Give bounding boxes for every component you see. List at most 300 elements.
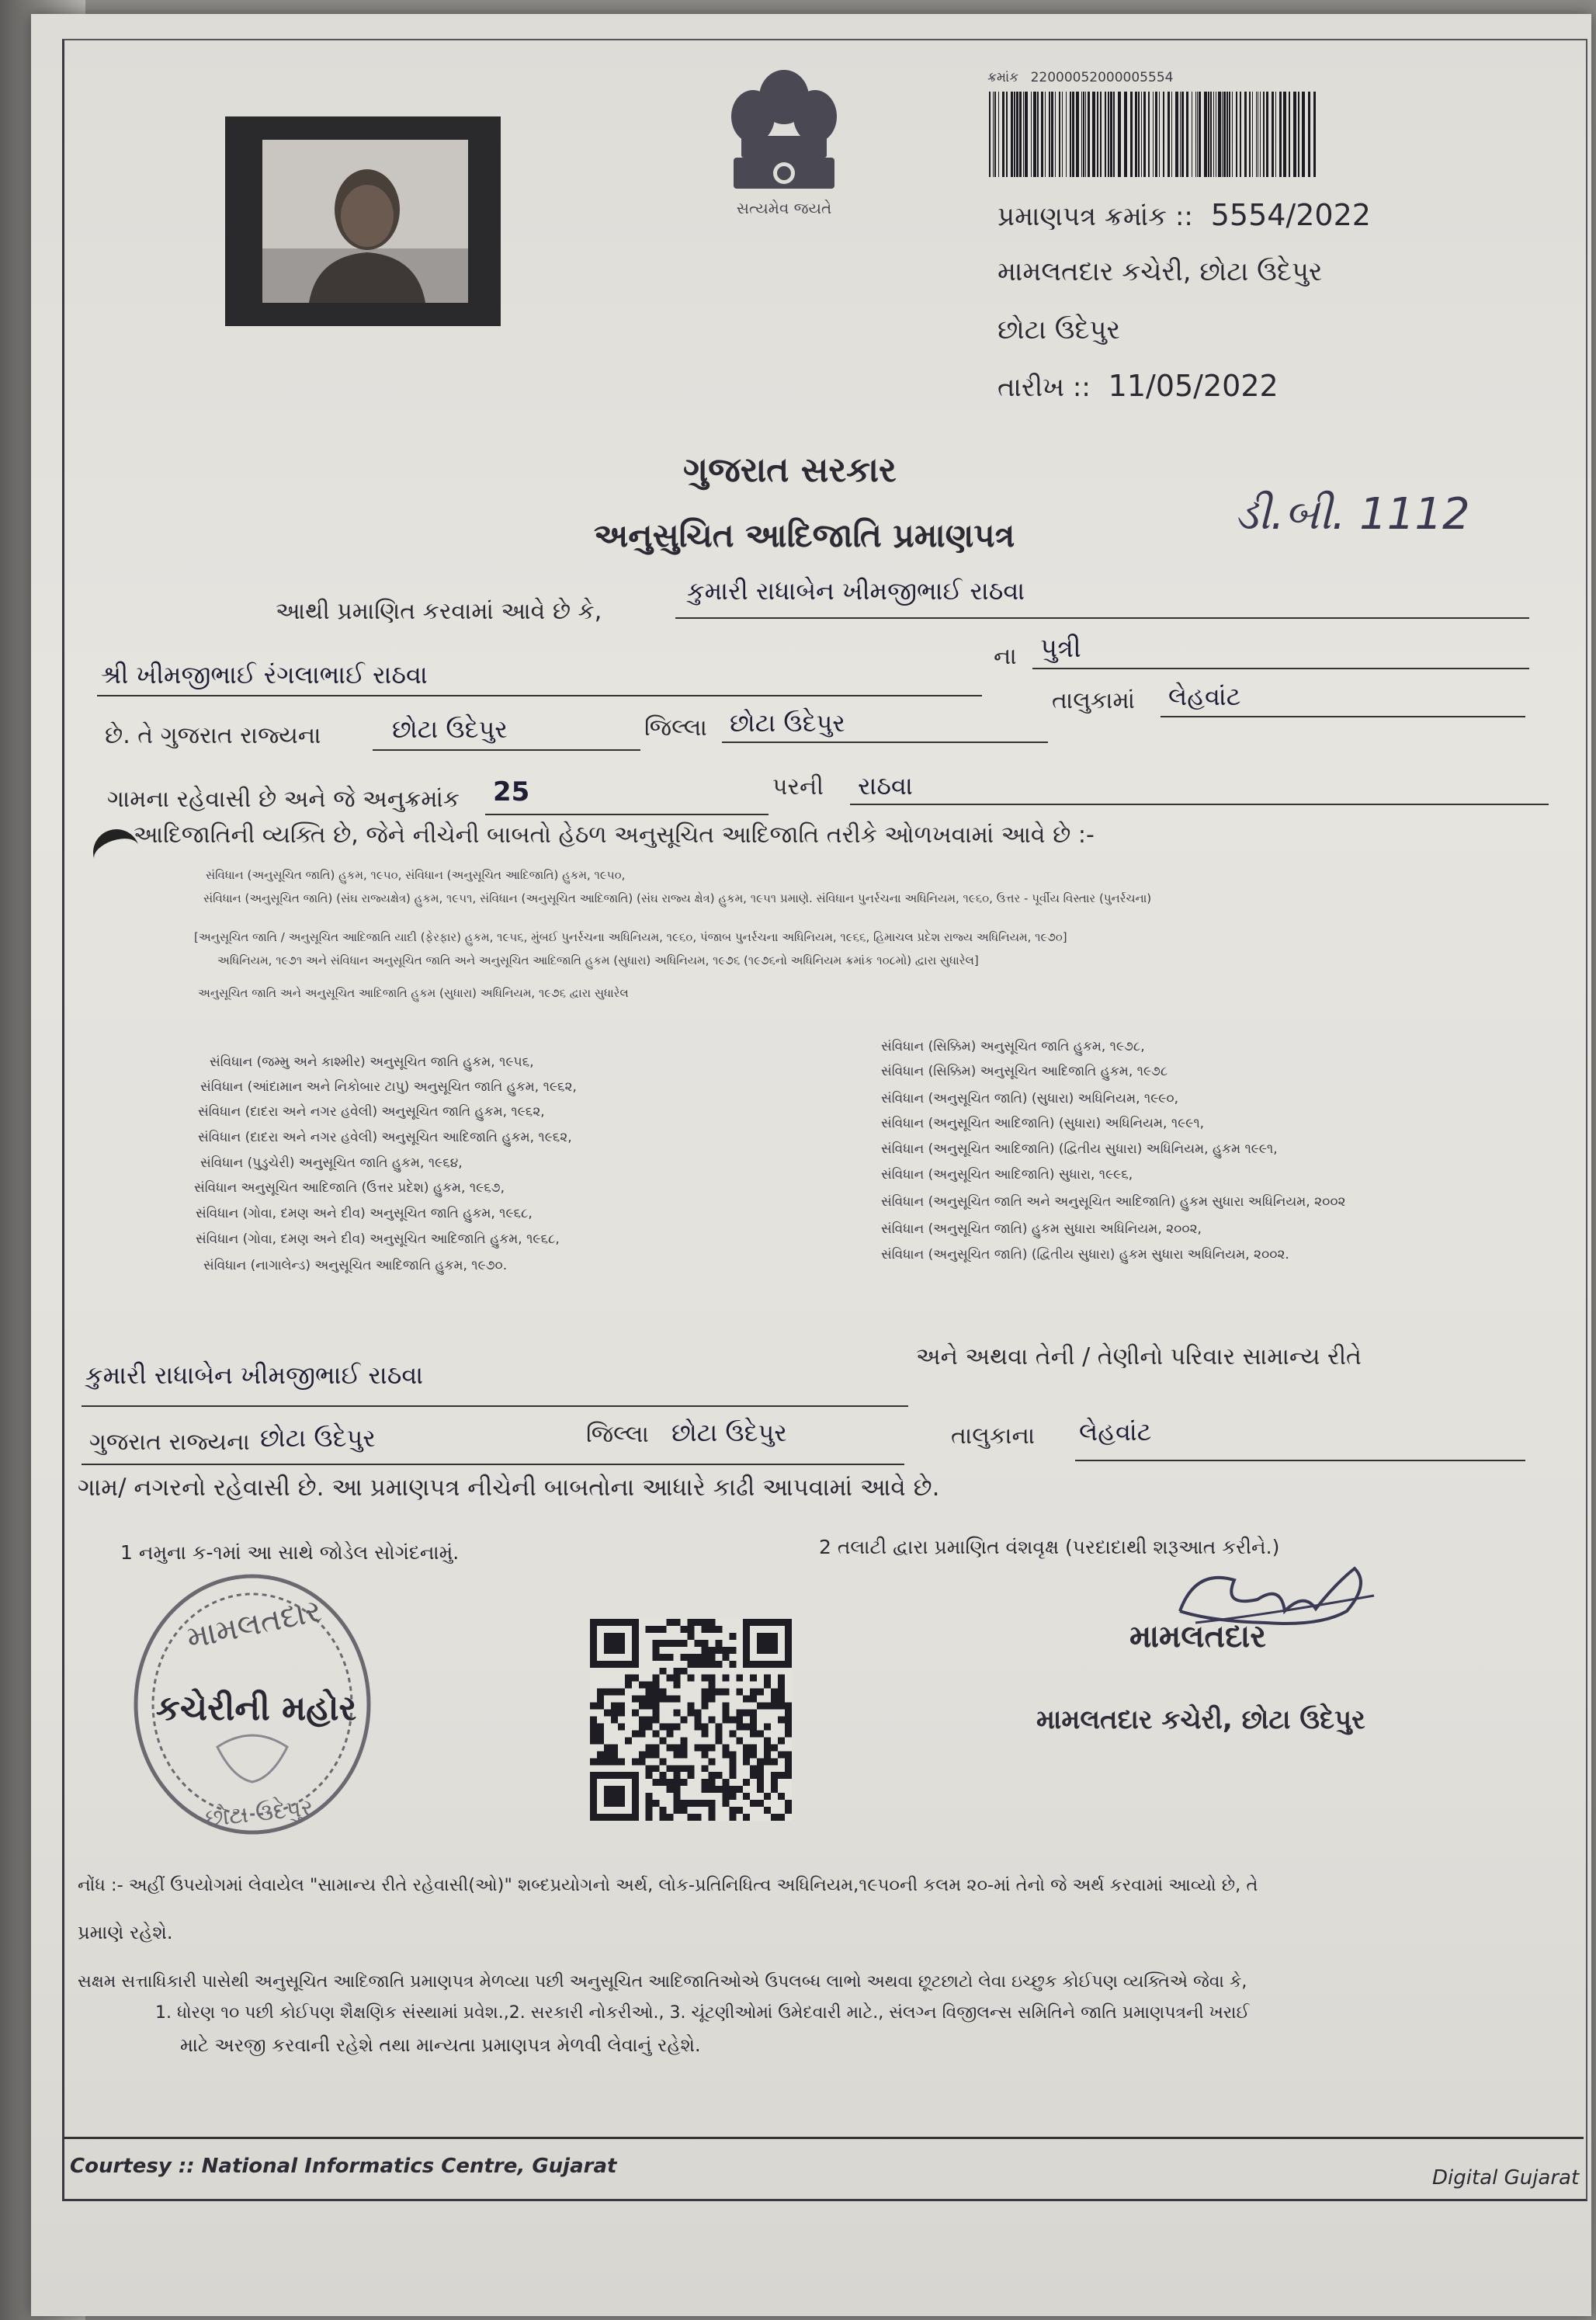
- qr-module: [778, 1696, 785, 1703]
- qr-module: [604, 1647, 611, 1654]
- qr-module: [750, 1730, 757, 1737]
- qr-module: [611, 1814, 618, 1821]
- qr-module: [743, 1814, 750, 1821]
- barcode-bar: [1153, 92, 1154, 177]
- qr-module: [688, 1814, 695, 1821]
- qr-module: [715, 1647, 722, 1654]
- signatory-office: મામલતદાર કચેરી, છોટા ઉદેપુર: [1036, 1704, 1365, 1735]
- qr-module: [590, 1786, 597, 1793]
- qr-module: [611, 1717, 618, 1724]
- barcode-number: 22000052000005554: [1030, 70, 1174, 85]
- qr-module: [708, 1807, 715, 1814]
- qr-module: [750, 1696, 757, 1703]
- qr-module: [750, 1661, 757, 1668]
- qr-module: [778, 1675, 785, 1682]
- father-name: શ્રી ખીમજીભાઈ રંગલાભાઈ રાઠવા: [101, 660, 428, 689]
- qr-module: [618, 1689, 625, 1696]
- barcode-bar: [1037, 92, 1039, 177]
- qr-module: [729, 1730, 736, 1737]
- qr-module: [646, 1765, 653, 1772]
- barcode-bar: [1213, 92, 1214, 177]
- qr-module: [785, 1626, 792, 1633]
- qr-module: [701, 1744, 708, 1751]
- qr-module: [708, 1772, 715, 1779]
- qr-module: [743, 1640, 750, 1647]
- barcode-icon: [987, 92, 1321, 177]
- qr-module: [618, 1710, 625, 1717]
- qr-module: [611, 1758, 618, 1765]
- basis-item-2: 2 તલાટી દ્વારા પ્રમાણિત વંશવૃક્ષ (પરદાદાથી શરૂઆત કરીને.): [819, 1536, 1280, 1558]
- qr-module: [743, 1696, 750, 1703]
- qr-module: [653, 1696, 660, 1703]
- qr-module: [785, 1758, 792, 1765]
- qr-module: [632, 1654, 639, 1661]
- qr-module: [757, 1800, 764, 1807]
- qr-module: [625, 1682, 632, 1689]
- qr-module: [694, 1654, 701, 1661]
- barcode-bar: [1033, 92, 1036, 177]
- qr-module: [646, 1723, 653, 1730]
- qr-module: [715, 1730, 722, 1737]
- qr-module: [729, 1807, 736, 1814]
- qr-module: [660, 1737, 667, 1744]
- qr-module: [722, 1689, 729, 1696]
- qr-module: [688, 1710, 695, 1717]
- qr-module: [715, 1737, 722, 1744]
- order-left-item: સંવિધાન (જમ્મુ અને કાશ્મીર) અનુસૂચિત જાતિ હુકમ, ૧૯૫૬,: [210, 1054, 534, 1070]
- qr-module: [715, 1689, 722, 1696]
- qr-module: [618, 1786, 625, 1793]
- seal-bottom-text: છોટા ઉદેપુર: [203, 1794, 315, 1833]
- qr-module: [694, 1619, 701, 1626]
- qr-module: [701, 1730, 708, 1737]
- qr-module: [688, 1772, 695, 1779]
- qr-module: [681, 1751, 688, 1758]
- resident-text: ગામના રહેવાસી છે અને જે અનુક્રમાંક: [107, 786, 460, 813]
- serial-number-underline: [485, 814, 769, 815]
- barcode-bar: [1275, 92, 1276, 177]
- courtesy-text: Courtesy :: National Informatics Centre, Gujarat: [70, 2155, 617, 2178]
- qr-module: [778, 1619, 785, 1626]
- qr-module: [729, 1765, 736, 1772]
- barcode-bar: [1210, 92, 1212, 177]
- qr-module: [660, 1668, 667, 1675]
- taluka: લેહવાંટ: [1168, 682, 1241, 711]
- qr-module: [743, 1661, 750, 1668]
- qr-module: [715, 1772, 722, 1779]
- qr-module: [590, 1737, 597, 1744]
- qr-module: [632, 1772, 639, 1779]
- qr-module: [625, 1661, 632, 1668]
- qr-module: [646, 1626, 653, 1633]
- qr-module: [639, 1730, 646, 1737]
- qr-module: [611, 1633, 618, 1640]
- qr-module: [625, 1619, 632, 1626]
- qr-module: [778, 1689, 785, 1696]
- qr-module: [674, 1765, 681, 1772]
- barcode-bar: [1272, 92, 1274, 177]
- qr-module: [764, 1703, 771, 1710]
- barcode-bar: [989, 92, 991, 177]
- qr-module: [715, 1626, 722, 1633]
- qr-module: [681, 1779, 688, 1786]
- qr-module: [667, 1814, 674, 1821]
- issuing-office: મામલતદાર કચેરી, છોટા ઉદેપુર: [998, 256, 1323, 287]
- qr-module: [757, 1633, 764, 1640]
- qr-module: [750, 1744, 757, 1751]
- qr-module: [632, 1640, 639, 1647]
- barcode-bar: [1118, 92, 1121, 177]
- qr-module: [688, 1654, 695, 1661]
- order-left-item: સંવિધાન (નાગાલેન્ડ) અનુસૂચિત આદિજાતિ હુકમ, ૧૯૭૦.: [203, 1258, 508, 1273]
- barcode-bar: [1289, 92, 1290, 177]
- qr-module: [590, 1758, 597, 1765]
- barcode-bar: [1135, 92, 1137, 177]
- qr-module: [597, 1730, 604, 1737]
- qr-module: [708, 1696, 715, 1703]
- qr-module: [736, 1807, 743, 1814]
- qr-module: [681, 1654, 688, 1661]
- barcode-bar: [1138, 92, 1140, 177]
- qr-module: [674, 1800, 681, 1807]
- qr-module: [701, 1626, 708, 1633]
- taluka-2: લેહવાંટ: [1079, 1417, 1152, 1447]
- qr-module: [778, 1717, 785, 1724]
- barcode-bar: [1072, 92, 1074, 177]
- qr-module: [604, 1710, 611, 1717]
- qr-module: [688, 1765, 695, 1772]
- barcode-bar: [1051, 92, 1053, 177]
- qr-module: [708, 1717, 715, 1724]
- barcode-bar: [1240, 92, 1241, 177]
- qr-module: [722, 1703, 729, 1710]
- qr-module: [653, 1717, 660, 1724]
- order-left-item: સંવિધાન (દાદરા અને નગર હવેલી) અનુસૂચિત આદિજાતિ હુકમ, ૧૯૬૨,: [198, 1130, 572, 1145]
- qr-module: [722, 1654, 729, 1661]
- barcode-bar: [1148, 92, 1150, 177]
- qr-module: [625, 1772, 632, 1779]
- qr-module: [604, 1619, 611, 1626]
- qr-module: [611, 1744, 618, 1751]
- qr-module: [715, 1786, 722, 1793]
- qr-module: [646, 1717, 653, 1724]
- barcode-bar: [1232, 92, 1233, 177]
- qr-module: [590, 1807, 597, 1814]
- qr-module: [590, 1647, 597, 1654]
- order-right-item: સંવિધાન (અનુસૂચિત જાતિ અને અનુસૂચિત આદિજાતિ) હુકમ સુધારા અધિનિયમ, ૨૦૦૨: [881, 1194, 1346, 1210]
- barcode-bar: [1180, 92, 1181, 177]
- qr-module: [715, 1640, 722, 1647]
- barcode-bar: [1130, 92, 1133, 177]
- qr-module: [688, 1661, 695, 1668]
- qr-module: [597, 1723, 604, 1730]
- qr-module: [590, 1703, 597, 1710]
- qr-module: [708, 1744, 715, 1751]
- qr-module: [604, 1814, 611, 1821]
- qr-module: [701, 1661, 708, 1668]
- qr-module: [590, 1772, 597, 1779]
- barcode-bar: [1076, 92, 1079, 177]
- barcode-bar: [1100, 92, 1102, 177]
- order-line: અધિનિયમ, ૧૯૭૧ અને સંવિધાન અનુસૂચિત જાતિ અને અનુસૂચિત આદિજાતિ હુકમ (સુધારા) અધિનિયમ, ૧૯૭૬ (૧૯૭૬નો અધિનિયમ ક્રમાંક ૧૦૮મો) દ્વારા સુધારેલ]: [217, 953, 979, 967]
- barcode-bar: [993, 92, 994, 177]
- qr-module: [681, 1737, 688, 1744]
- qr-module: [764, 1807, 771, 1814]
- qr-module: [722, 1675, 729, 1682]
- note-line-3: 1. ધોરણ ૧૦ પછી કોઈપણ શૈક્ષણિક સંસ્થામાં પ્રવેશ.,2. સરકારી નોકરીઓ., 3. ચૂંટણીઓમાં ઉમેદવારી માટે., સંલગ્ન વિજીલન્સ સમિતિને જાતિ પ્રમાણપત્રની ખરાઈ: [155, 2003, 1250, 2023]
- qr-module: [681, 1807, 688, 1814]
- qr-module: [708, 1661, 715, 1668]
- qr-module: [681, 1744, 688, 1751]
- qr-module: [611, 1640, 618, 1647]
- barcode-bar: [1218, 92, 1221, 177]
- qr-module: [722, 1793, 729, 1800]
- qr-module: [646, 1682, 653, 1689]
- qr-module: [646, 1800, 653, 1807]
- barcode-bar: [994, 92, 996, 177]
- qr-module: [771, 1689, 778, 1696]
- qr-module: [590, 1640, 597, 1647]
- qr-module: [785, 1633, 792, 1640]
- qr-module: [653, 1640, 660, 1647]
- qr-module: [611, 1619, 618, 1626]
- qr-module: [667, 1744, 674, 1751]
- barcode-bar: [1155, 92, 1157, 177]
- taluka-underline: [1161, 716, 1525, 717]
- qr-module: [674, 1675, 681, 1682]
- barcode-bar: [1266, 92, 1268, 177]
- state-text: છે. તે ગુજરાત રાજ્યના: [105, 722, 321, 749]
- barcode-bar: [1070, 92, 1071, 177]
- barcode-bar: [1083, 92, 1084, 177]
- qr-module: [639, 1751, 646, 1758]
- qr-module: [729, 1717, 736, 1724]
- qr-module: [618, 1647, 625, 1654]
- taluka-label: તાલુકામાં: [1052, 687, 1135, 714]
- qr-module: [590, 1654, 597, 1661]
- order-line: સંવિધાન (અનુસૂચિત જાતિ) હુકમ, ૧૯૫૦, સંવિધાન (અનુસૂચિત આદિજાતિ) હુકમ, ૧૯૫૦,: [206, 868, 626, 882]
- qr-module: [646, 1751, 653, 1758]
- order-right-item: સંવિધાન (સિક્કિમ) અનુસૂચિત જાતિ હુકમ, ૧૯૭૮,: [881, 1039, 1145, 1054]
- qr-module: [694, 1661, 701, 1668]
- qr-module: [597, 1696, 604, 1703]
- qr-module: [667, 1723, 674, 1730]
- qr-module: [590, 1730, 597, 1737]
- barcode-bar: [1223, 92, 1226, 177]
- barcode-bar: [1186, 92, 1188, 177]
- qr-module: [667, 1779, 674, 1786]
- qr-module: [708, 1619, 715, 1626]
- barcode-bar: [1062, 92, 1063, 177]
- barcode-label-row: [987, 70, 1173, 85]
- qr-module: [590, 1814, 597, 1821]
- qr-module: [674, 1786, 681, 1793]
- qr-module: [764, 1640, 771, 1647]
- barcode-bar: [1298, 92, 1299, 177]
- qr-module: [611, 1786, 618, 1793]
- qr-module: [604, 1751, 611, 1758]
- qr-module: [632, 1786, 639, 1793]
- barcode-bar: [1159, 92, 1160, 177]
- barcode-bar: [1263, 92, 1265, 177]
- barcode-bar: [1143, 92, 1146, 177]
- barcode-bar: [1236, 92, 1237, 177]
- qr-module: [611, 1647, 618, 1654]
- state-text-2: ગુજરાત રાજ્યના: [89, 1429, 250, 1456]
- barcode-bar: [1124, 92, 1127, 177]
- barcode-bar: [1045, 92, 1046, 177]
- qr-module: [674, 1710, 681, 1717]
- qr-module: [750, 1717, 757, 1724]
- qr-module: [785, 1619, 792, 1626]
- barcode-bar: [1081, 92, 1082, 177]
- qr-module: [604, 1689, 611, 1696]
- qr-module: [660, 1779, 667, 1786]
- barcode-bar: [1016, 92, 1018, 177]
- basis-item-1: 1 નમુના ક-૧માં આ સાથે જોડેલ સોગંદનામું.: [120, 1541, 460, 1564]
- qr-module: [632, 1675, 639, 1682]
- qr-module: [653, 1751, 660, 1758]
- signatory-designation: મામલતદાર: [1129, 1619, 1266, 1655]
- qr-module: [653, 1689, 660, 1696]
- qr-module: [701, 1654, 708, 1661]
- qr-module: [625, 1737, 632, 1744]
- qr-module: [632, 1807, 639, 1814]
- qr-module: [757, 1758, 764, 1765]
- village-2: છોટા ઉદેપુર: [260, 1423, 376, 1453]
- barcode-bar: [1293, 92, 1296, 177]
- qr-module: [694, 1814, 701, 1821]
- issuing-place: છોટા ઉદેપુર: [998, 314, 1121, 346]
- qr-module: [785, 1654, 792, 1661]
- barcode-bar: [1260, 92, 1261, 177]
- qr-module: [653, 1647, 660, 1654]
- qr-module: [618, 1723, 625, 1730]
- qr-module: [660, 1640, 667, 1647]
- barcode-bar: [1171, 92, 1172, 177]
- barcode-bar: [1222, 92, 1223, 177]
- qr-module: [590, 1793, 597, 1800]
- qr-module: [590, 1779, 597, 1786]
- qr-module: [681, 1717, 688, 1724]
- qr-module: [653, 1765, 660, 1772]
- qr-module: [764, 1758, 771, 1765]
- qr-module: [750, 1800, 757, 1807]
- qr-module: [597, 1737, 604, 1744]
- qr-module: [667, 1675, 674, 1682]
- qr-module: [757, 1689, 764, 1696]
- qr-module: [708, 1675, 715, 1682]
- barcode-bar: [1014, 92, 1015, 177]
- seal-top-text: મામલતદાર: [183, 1592, 325, 1657]
- qr-module: [785, 1661, 792, 1668]
- qr-module: [771, 1661, 778, 1668]
- qr-module: [764, 1675, 771, 1682]
- qr-module: [708, 1758, 715, 1765]
- order-right-item: સંવિધાન (અનુસૂચિત આદિજાતિ) (દ્વિતીય સુધારા) અધિનિયમ, હુકમ ૧૯૯૧,: [881, 1141, 1278, 1157]
- qr-module: [750, 1751, 757, 1758]
- qr-code-icon: [590, 1615, 792, 1825]
- qr-module: [597, 1751, 604, 1758]
- qr-module: [785, 1640, 792, 1647]
- barcode-bar: [1041, 92, 1043, 177]
- certificate-number-label: પ્રમાણપત્ર ક્રમાંક ::: [998, 201, 1193, 232]
- barcode-bar: [1097, 92, 1098, 177]
- qr-module: [688, 1626, 695, 1633]
- barcode-bar: [1019, 92, 1022, 177]
- qr-module: [688, 1619, 695, 1626]
- qr-module: [646, 1793, 653, 1800]
- barcode-bar: [1175, 92, 1178, 177]
- qr-module: [597, 1619, 604, 1626]
- qr-module: [743, 1779, 750, 1786]
- qr-module: [757, 1786, 764, 1793]
- qr-module: [771, 1786, 778, 1793]
- qr-module: [743, 1647, 750, 1654]
- qr-module: [625, 1814, 632, 1821]
- qr-module: [778, 1661, 785, 1668]
- note-line-4: માટે અરજી કરવાની રહેશે તથા માન્યતા પ્રમાણપત્ર મેળવી લેવાનું રહેશે.: [180, 2034, 701, 2056]
- qr-module: [764, 1793, 771, 1800]
- village-underline: [373, 749, 640, 751]
- barcode-bar: [1110, 92, 1112, 177]
- qr-module: [722, 1800, 729, 1807]
- qr-module: [722, 1744, 729, 1751]
- qr-module: [604, 1633, 611, 1640]
- barcode-bar: [1059, 92, 1060, 177]
- district-underline: [722, 741, 1048, 743]
- qr-module: [653, 1703, 660, 1710]
- seal-center-text: કચેરીની મહોર: [155, 1689, 357, 1728]
- qr-module: [646, 1703, 653, 1710]
- qr-module: [785, 1703, 792, 1710]
- qr-module: [701, 1723, 708, 1730]
- qr-module: [611, 1800, 618, 1807]
- na-text: ના: [994, 643, 1017, 670]
- qr-module: [701, 1800, 708, 1807]
- recognised-text: આદિજાતિની વ્યક્તિ છે, જેને નીચેની બાબતો હેઠળ અનુસૂચિત આદિજાતિ તરીકે ઓળખવામાં આવે છે :-: [134, 821, 1095, 849]
- qr-module: [646, 1689, 653, 1696]
- qr-module: [701, 1765, 708, 1772]
- qr-module: [611, 1793, 618, 1800]
- qr-module: [646, 1744, 653, 1751]
- qr-module: [618, 1814, 625, 1821]
- qr-module: [590, 1717, 597, 1724]
- qr-module: [750, 1772, 757, 1779]
- qr-module: [681, 1765, 688, 1772]
- qr-module: [660, 1689, 667, 1696]
- qr-module: [743, 1723, 750, 1730]
- barcode-bar: [1197, 92, 1198, 177]
- qr-module: [646, 1807, 653, 1814]
- qr-module: [639, 1717, 646, 1724]
- qr-module: [715, 1661, 722, 1668]
- qr-module: [590, 1661, 597, 1668]
- qr-module: [667, 1786, 674, 1793]
- qr-module: [736, 1717, 743, 1724]
- qr-module: [771, 1703, 778, 1710]
- qr-module: [653, 1626, 660, 1633]
- qr-module: [736, 1689, 743, 1696]
- emblem-motto: સત્યમેવ જયતે: [736, 199, 832, 217]
- qr-module: [743, 1654, 750, 1661]
- qr-module: [632, 1814, 639, 1821]
- qr-module: [708, 1654, 715, 1661]
- qr-module: [604, 1744, 611, 1751]
- qr-module: [778, 1682, 785, 1689]
- qr-module: [743, 1751, 750, 1758]
- qr-module: [771, 1696, 778, 1703]
